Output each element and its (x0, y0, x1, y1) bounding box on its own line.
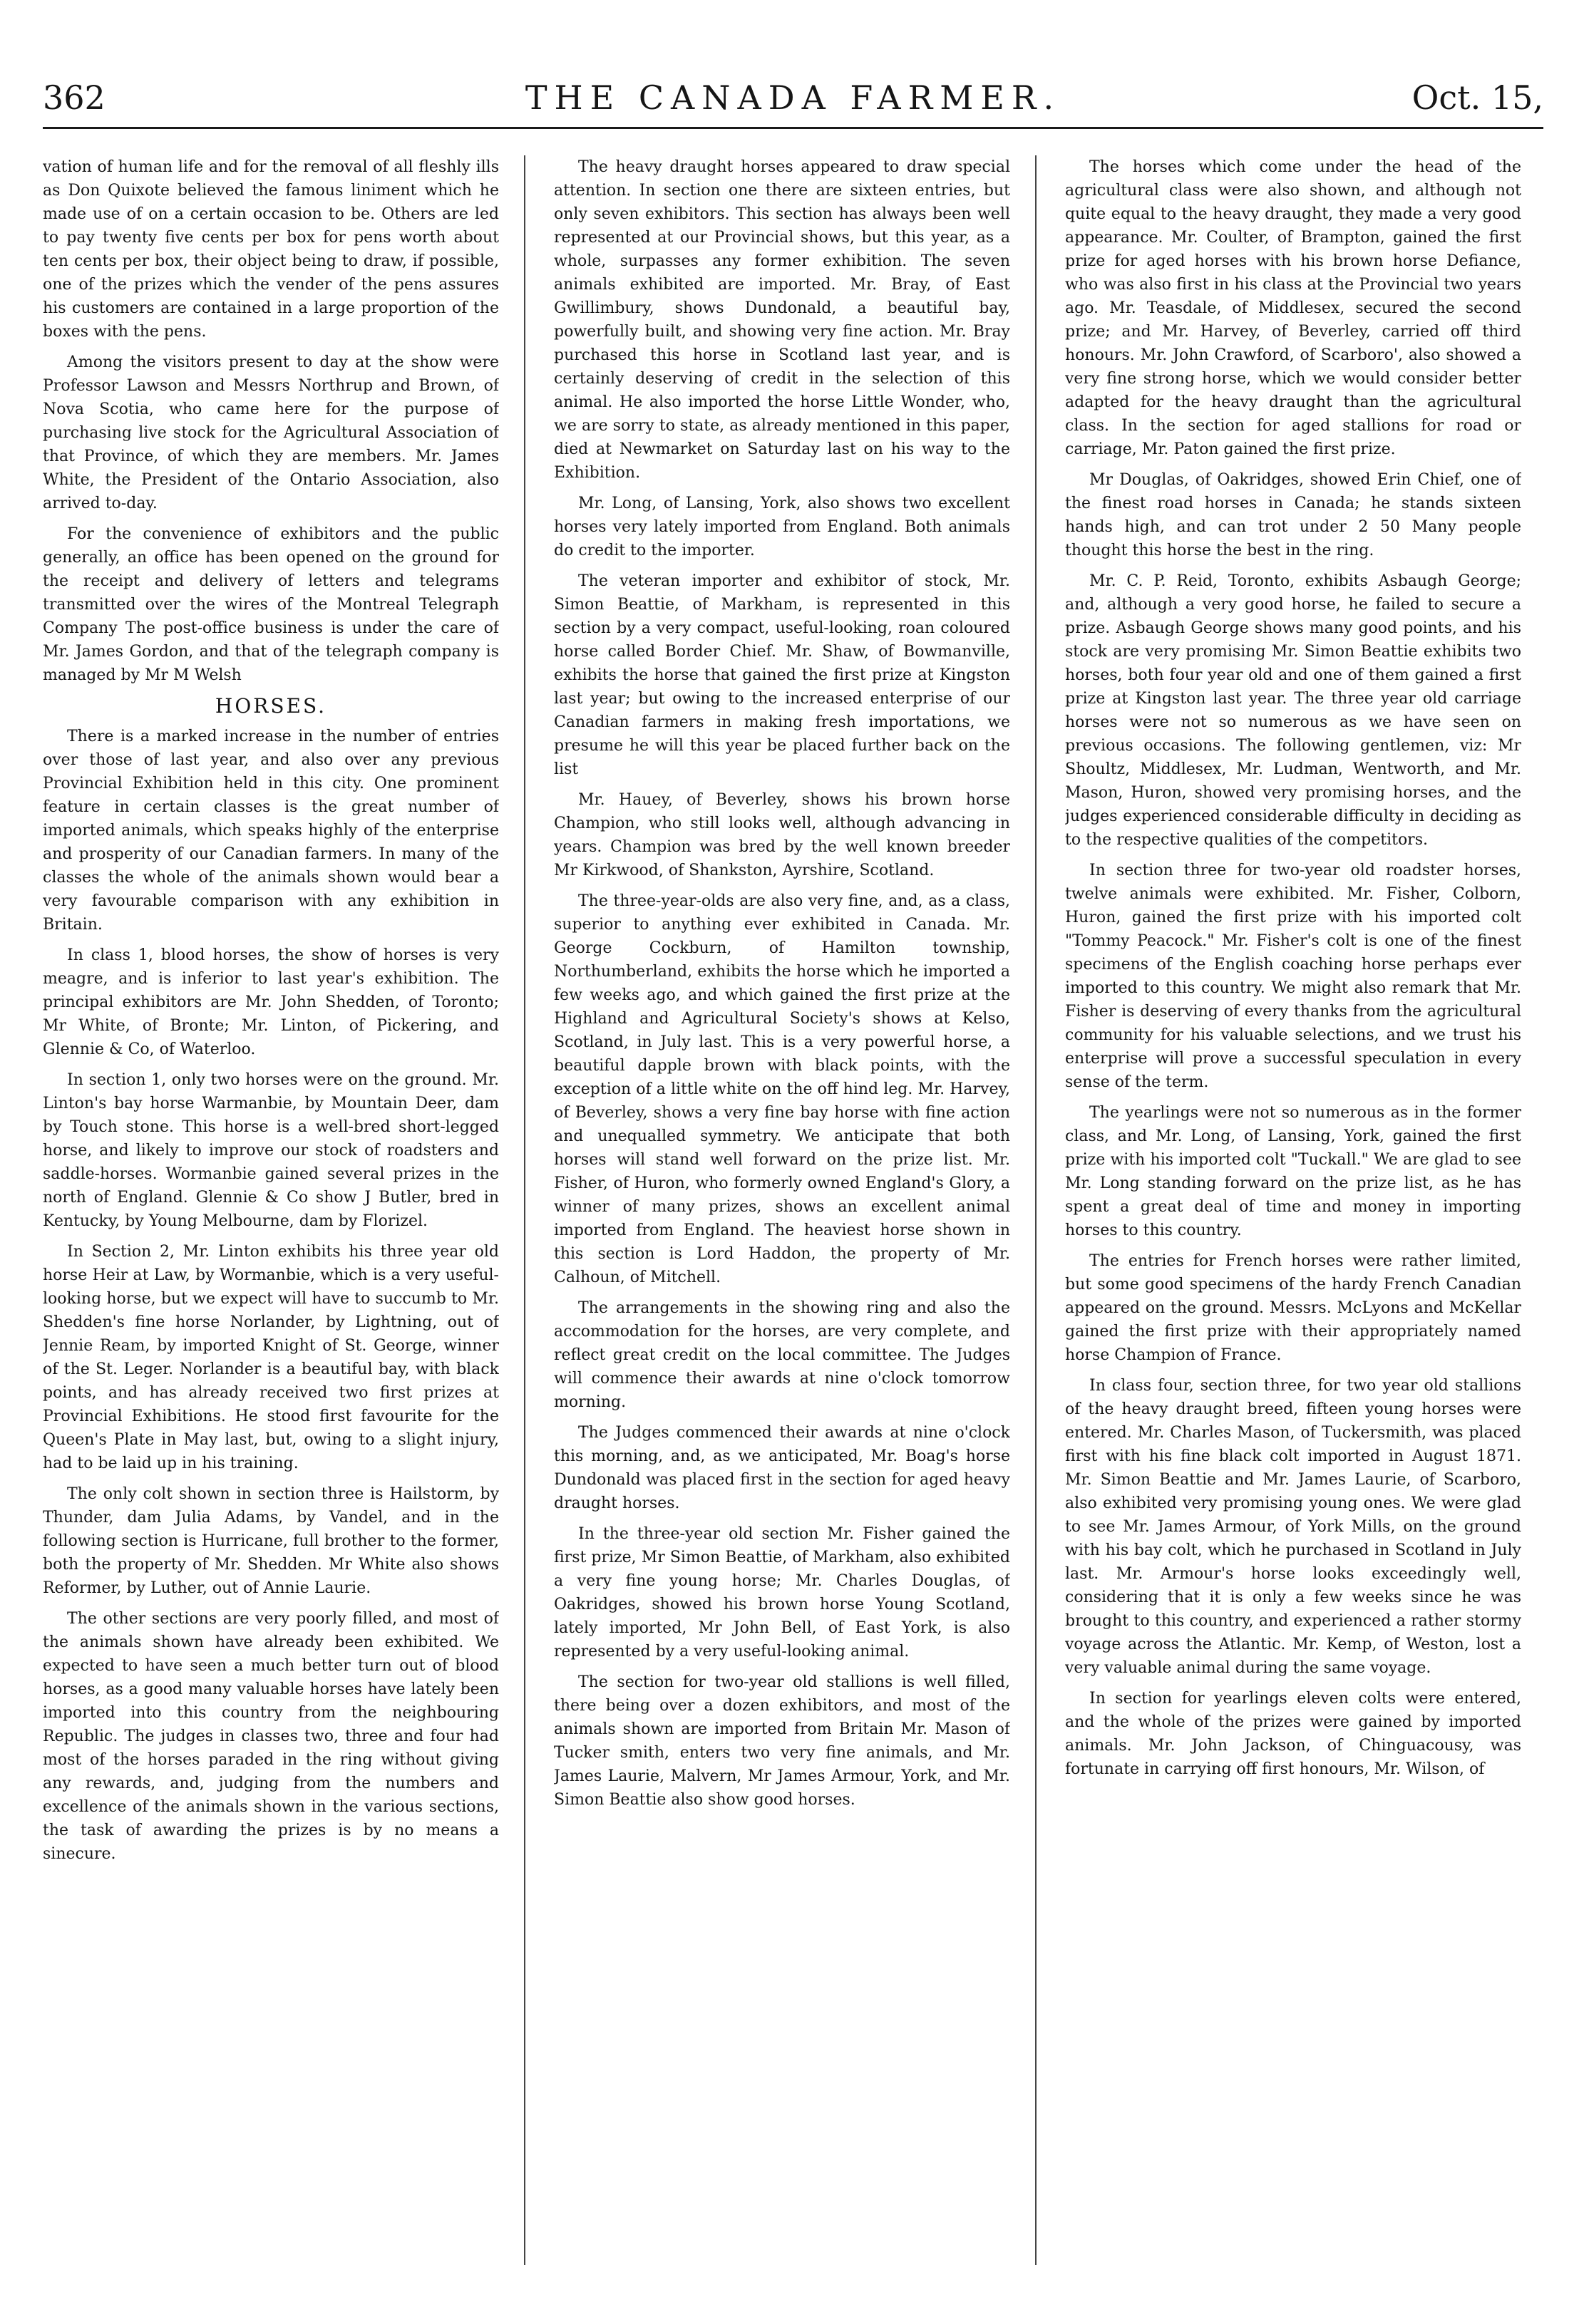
paragraph: Mr Douglas, of Oakridges, showed Erin Chief, one of the finest road horses in Canada; he stands sixteen hands high, and can trot under 2 50 Many people thought this horse the best in the ring. (1065, 471, 1521, 559)
paragraph: In class 1, blood horses, the show of horses is very meagre, and is inferior to last year's exhibition. The principal exhibitors are Mr. John Shedden, of Toronto; Mr White, of Bronte; Mr. Linton, of Pickering, and Glennie & Co, of Waterloo. (43, 946, 499, 1058)
paragraph: The other sections are very poorly filled, and most of the animals shown have already been exhibited. We expected to have seen a much better turn out of blood horses, as a good many valuable horses have lately been imported into this country from the neighbouring Republic. The judges in classes two, three and four had most of the horses paraded in the ring without giving any rewards, and, judging from the numbers and excellence of the animals shown in the various sections, the task of awarding the prizes is by no means a sinecure. (43, 1610, 499, 1863)
paragraph: Mr. Hauey, of Beverley, shows his brown horse Champion, who still looks well, although advancing in years. Champion was bred by the well known breeder Mr Kirkwood, of Shankston, Ayrshire, Scotland. (554, 791, 1010, 879)
column-divider-1 (524, 155, 525, 2265)
publication-title: THE CANADA FARMER. (525, 78, 1061, 117)
column-divider-2 (1035, 155, 1037, 2265)
paragraph: In the three-year old section Mr. Fisher gained the first prize, Mr Simon Beattie, of Markham, also exhibited a very fine young horse; Mr. Charles Douglas, of Oakridges, showed his brown horse Young Scotland, lately imported, Mr John Bell, of East York, is also represented by a very useful-looking animal. (554, 1525, 1010, 1661)
paragraph: The entries for French horses were rather limited, but some good specimens of the hardy French Canadian appeared on the ground. Messrs. McLyons and McKellar gained the first prize with their appropriately named horse Champion of France. (1065, 1252, 1521, 1364)
page-number: 362 (43, 78, 106, 117)
header-rule (43, 127, 1543, 129)
issue-date: Oct. 15, (1411, 78, 1543, 117)
paragraph: In section three for two-year old roadster horses, twelve animals were exhibited. Mr. Fisher, Colborn, Huron, gained the first prize with his imported colt "Tommy Peacock." Mr. Fisher's colt is one of the finest specimens of the English coaching horse perhaps ever imported to this country. We might also remark that Mr. Fisher is deserving of every thanks from the agricultural community for his valuable selections, and we trust his enterprise will prove a successful speculation in every sense of the term. (1065, 862, 1521, 1091)
paragraph: Mr. Long, of Lansing, York, also shows two excellent horses very lately imported from England. Both animals do credit to the importer. (554, 495, 1010, 559)
paragraph: In section 1, only two horses were on the ground. Mr. Linton's bay horse Warmanbie, by Mountain Deer, dam by Touch stone. This horse is a well-bred short-legged horse, and likely to improve our stock of roadsters and saddle-horses. Wormanbie gained several prizes in the north of England. Glennie & Co show J Butler, bred in Kentucky, by Young Melbourne, dam by Florizel. (43, 1071, 499, 1230)
paragraph: The only colt shown in section three is Hailstorm, by Thunder, dam Julia Adams, by Vandel, and in the following section is Hurricane, full brother to the former, both the property of Mr. Shedden. Mr White also shows Reformer, by Luther, out of Annie Laurie. (43, 1485, 499, 1597)
paragraph: The three-year-olds are also very fine, and, as a class, superior to anything ever exhibited in Canada. Mr. George Cockburn, of Hamilton township, Northumberland, exhibits the horse which he imported a few weeks ago, and which gained the first prize at the Highland and Agricultural Society's shows at Kelso, Scotland, in July last. This is a very powerful horse, a beautiful dapple brown with black points, with the exception of a little white on the off hind leg. Mr. Harvey, of Beverley, shows a very fine bay horse with fine action and unequalled symmetry. We anticipate that both horses will stand well forward on the prize list. Mr. Fisher, of Huron, who formerly owned England's Glory, a winner of many prizes, shows an excellent animal imported from England. The heaviest horse shown in this section is Lord Haddon, the property of Mr. Calhoun, of Mitchell. (554, 892, 1010, 1286)
paragraph: In section for yearlings eleven colts were entered, and the whole of the prizes were gained by imported animals. Mr. John Jackson, of Chinguacousy, was fortunate in carrying off first honours, Mr. Wilson, of (1065, 1690, 1521, 1778)
paragraph: The section for two-year old stallions is well filled, there being over a dozen exhibitors, and most of the animals shown are imported from Britain Mr. Mason of Tucker smith, enters two very fine animals, and Mr. James Laurie, Malvern, Mr James Armour, York, and Mr. Simon Beattie also show good horses. (554, 1673, 1010, 1809)
page-header (43, 74, 1543, 124)
paragraph: vation of human life and for the removal of all fleshly ills as Don Quixote believed the famous liniment which he made use of on a certain occasion to be. Others are led to pay twenty five cents per box for pens worth about ten cents per box, their object being to draw, if possible, one of the prizes which the vender of the pens assures his customers are contained in a large proportion of the boxes with the pens. (43, 158, 499, 341)
paragraph: The heavy draught horses appeared to draw special attention. In section one there are sixteen entries, but only seven exhibitors. This section has always been well represented at our Provincial shows, but this year, as a whole, surpasses any former exhibition. The seven animals exhibited are imported. Mr. Bray, of East Gwillimbury, shows Dundonald, a beautiful bay, powerfully built, and showing very fine action. Mr. Bray purchased this horse in Scotland last year, and is certainly deserving of credit in the selection of this animal. He also imported the horse Little Wonder, who, we are sorry to state, as already mentioned in this paper, died at Newmarket on Saturday last on his way to the Exhibition. (554, 158, 1010, 482)
paragraph: The veteran importer and exhibitor of stock, Mr. Simon Beattie, of Markham, is represented in this section by a very compact, useful-looking, roan coloured horse called Border Chief. Mr. Shaw, of Bowmanville, exhibits the horse that gained the first prize at Kingston last year; but owing to the increased enterprise of our Canadian farmers in making fresh importations, we presume he will this year be placed further back on the list (554, 572, 1010, 778)
paragraph: For the convenience of exhibitors and the public generally, an office has been opened on the ground for the receipt and delivery of letters and telegrams transmitted over the wires of the Montreal Telegraph Company The post-office business is under the care of Mr. James Gordon, and that of the telegraph company is managed by Mr M Welsh (43, 525, 499, 684)
section-heading: HORSES. (215, 694, 327, 718)
column-1 (43, 155, 499, 2265)
paragraph: The arrangements in the showing ring and also the accommodation for the horses, are very complete, and reflect great credit on the local committee. The Judges will commence their awards at nine o'clock tomorrow morning. (554, 1299, 1010, 1411)
paragraph: The yearlings were not so numerous as in the former class, and Mr. Long, of Lansing, York, gained the first prize with his imported colt "Tuckall." We are glad to see Mr. Long standing forward on the prize list, as he has spent a great deal of time and money in importing horses to this country. (1065, 1104, 1521, 1239)
paragraph: In class four, section three, for two year old stallions of the heavy draught breed, fifteen young horses were entered. Mr. Charles Mason, of Tuckersmith, was placed first with his fine black colt imported in August 1871. Mr. Simon Beattie and Mr. James Laurie, of Scarboro, also exhibited very promising young ones. We were glad to see Mr. James Armour, of York Mills, on the ground with his bay colt, which he purchased in Scotland in July last. Mr. Armour's horse looks exceedingly well, considering that it is only a few weeks since he was brought to this country, and experienced a rather stormy voyage across the Atlantic. Mr. Kemp, of Weston, lost a very valuable animal during the same voyage. (1065, 1377, 1521, 1677)
paragraph: The horses which come under the head of the agricultural class were also shown, and although not quite equal to the heavy draught, they made a very good appearance. Mr. Coulter, of Brampton, gained the first prize for aged horses with his brown horse Defiance, who was also first in his class at the Provincial two years ago. Mr. Teasdale, of Middlesex, secured the second prize; and Mr. Harvey, of Beverley, carried off third honours. Mr. John Crawford, of Scarboro', also showed a very fine strong horse, which we would consider better adapted for the heavy draught than the agricultural class. In the section for aged stallions for road or carriage, Mr. Paton gained the first prize. (1065, 158, 1521, 458)
column-2 (554, 155, 1010, 2265)
paragraph: Mr. C. P. Reid, Toronto, exhibits Asbaugh George; and, although a very good horse, he failed to secure a prize. Asbaugh George shows many good points, and his stock are very promising Mr. Simon Beattie exhibits two horses, both four year old and one of them gained a first prize at Kingston last year. The three year old carriage horses were not so numerous as we have seen on previous occasions. The following gentlemen, viz: Mr Shoultz, Middlesex, Mr. Ludman, Wentworth, and Mr. Mason, Huron, showed very promising horses, and the judges experienced considerable difficulty in deciding as to the respective qualities of the competitors. (1065, 572, 1521, 849)
column-3 (1065, 155, 1521, 2265)
paragraph: In Section 2, Mr. Linton exhibits his three year old horse Heir at Law, by Wormanbie, which is a very useful-looking horse, but we expect will have to succumb to Mr. Shedden's fine horse Norlander, by Lightning, out of Jennie Ream, by imported Knight of St. George, winner of the St. Leger. Norlander is a beautiful bay, with black points, and has already received two first prizes at Provincial Exhibitions. He stood first favourite for the Queen's Plate in May last, but, owing to a slight injury, had to be laid up in his training. (43, 1243, 499, 1472)
paragraph: Among the visitors present to day at the show were Professor Lawson and Messrs Northrup and Brown, of Nova Scotia, who came here for the purpose of purchasing live stock for the Agricultural Association of that Province, of which they are members. Mr. James White, the President of the Ontario Association, also arrived to-day. (43, 353, 499, 512)
paragraph: There is a marked increase in the number of entries over those of last year, and also over any previous Provincial Exhibition held in this city. One prominent feature in certain classes is the great number of imported animals, which speaks highly of the enterprise and prosperity of our Canadian farmers. In many of the classes the whole of the animals shown would bear a very favourable comparison with any exhibition in Britain. (43, 728, 499, 934)
paragraph: The Judges commenced their awards at nine o'clock this morning, and, as we anticipated, Mr. Boag's horse Dundonald was placed first in the section for aged heavy draught horses. (554, 1424, 1010, 1512)
